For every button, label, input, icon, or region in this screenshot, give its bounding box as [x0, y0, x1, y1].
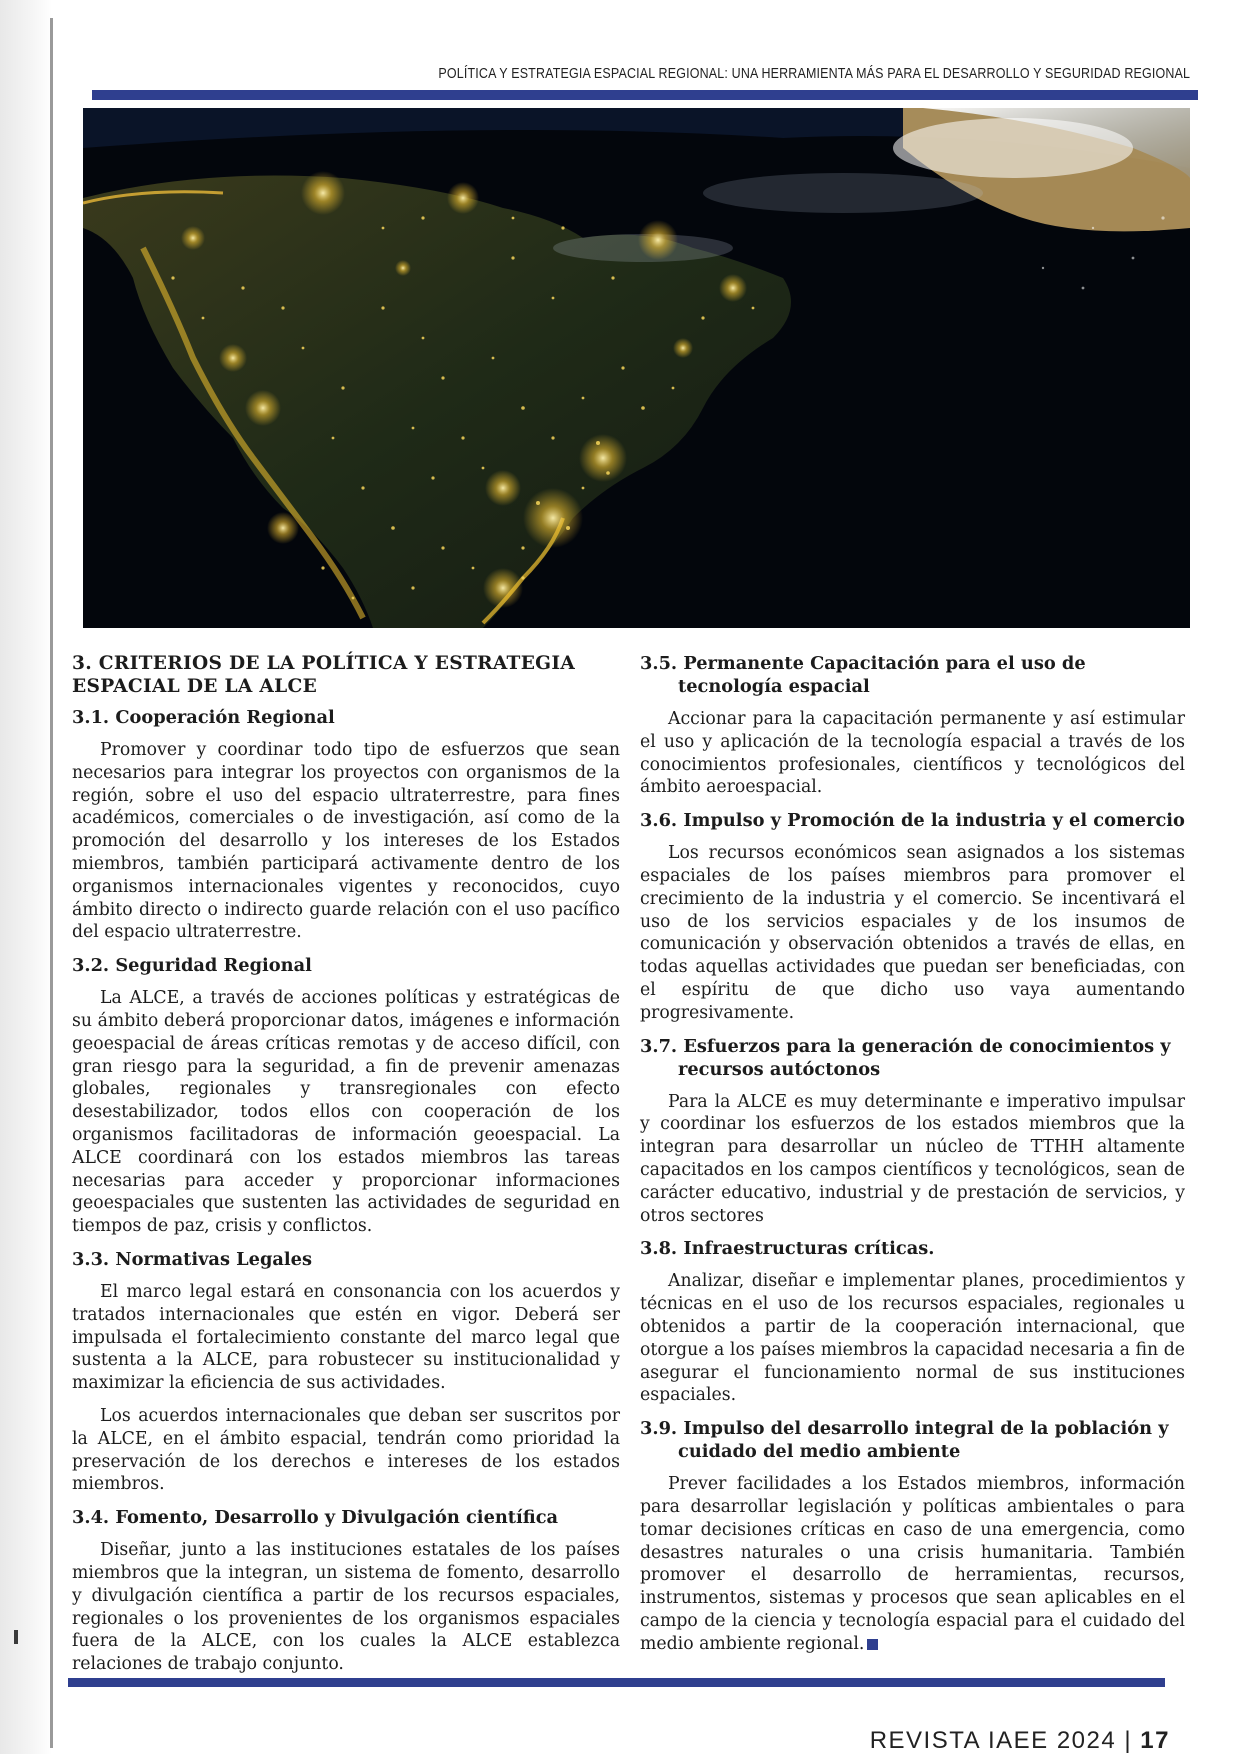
page-binding-shadow	[0, 0, 52, 1754]
heading-3-1: 3.1. Cooperación Regional	[72, 707, 335, 728]
header-rule	[92, 90, 1198, 100]
page-footer	[870, 1727, 1170, 1755]
paragraph-3-3a: El marco legal estará en consonancia con los acuerdos y tratados internacionales que estén en vigor. Deberá ser impulsada el fortalecimiento constante del marco legal que sustenta a la ALCE, para robustecer su institucionalidad y maximizar la eficiencia de sus actividades.	[72, 1281, 620, 1394]
paragraph-3-1: Promover y coordinar todo tipo de esfuerzos que sean necesarios para integrar los proyectos con organismos de la región, sobre el uso del espacio ultraterrestre, para fines académicos, comerciales o de investigación, así como de la promoción del desarrollo y los intereses de los Estados miembros, también participará activamente dentro de los organismos internacionales vigentes y reconocidos, cuyo ámbito directo o indirecto guarde relación con el uso pacífico del espacio ultraterrestre.	[72, 740, 620, 943]
heading-3-8: 3.8. Infraestructuras críticas.	[640, 1238, 935, 1260]
magazine-name: REVISTA IAEE 2024	[869, 1727, 1117, 1754]
paragraph-3-3b: Los acuerdos internacionales que deban ser suscritos por la ALCE, en el ámbito espacial, tendrán como prioridad la preservación de los derechos e intereses de los estados miembros.	[72, 1405, 620, 1495]
hero-image	[83, 108, 1190, 628]
right-column	[640, 652, 1185, 1666]
heading-3-9: 3.9. Impulso del desarrollo integral de la población y cuidado del medio ambiente	[640, 1418, 1169, 1463]
running-head: POLÍTICA Y ESTRATEGIA ESPACIAL REGIONAL: UNA HERRAMIENTA MÁS PARA EL DESARROLLO Y SEGURIDAD REGIONAL	[438, 66, 1190, 82]
end-of-article-icon	[867, 1639, 878, 1650]
paragraph-3-4: Diseñar, junto a las instituciones estatales de los países miembros que la integran, un sistema de fomento, desarrollo y divulgación científica a partir de los recursos espaciales, regionales o los provenientes de los organismos espaciales fuera de la ALCE, con los cuales la ALCE establezca relaciones de trabajo conjunto.	[72, 1540, 620, 1675]
paragraph-3-9	[640, 1473, 1185, 1655]
page-number: 17	[1140, 1727, 1170, 1754]
footer-separator: |	[1124, 1727, 1133, 1754]
heading-3-4: 3.4. Fomento, Desarrollo y Divulgación científica	[72, 1507, 559, 1529]
heading-3-5: 3.5. Permanente Capacitación para el uso de tecnología espacial	[640, 653, 1086, 697]
paragraph-3-6: Los recursos económicos sean asignados a los sistemas espaciales de los países miembros para promover el crecimiento de la industria y el comercio. Se incentivará el uso de los servicios espaciales y de los insumos de comunicación y observación obtenidos a través de ellas, en todas aquellas actividades que puedan ser beneficiadas, con el espíritu de que dicho uso vaya aumentando progresivamente.	[640, 843, 1185, 1023]
paragraph-3-2: La ALCE, a través de acciones políticas y estratégicas de su ámbito deberá proporcionar datos, imágenes e información geoespacial de áreas críticas remotas y de acceso difícil, con gran riesgo para la seguridad, a fin de prevenir amenazas globales, regionales y transregionales con efecto desestabilizador, todos ellos con cooperación de los organismos facilitadoras de información geoespacial. La ALCE coordinará con los estados miembros las tareas necesarias para acceder y proporcionar informaciones geoespaciales que sustenten las actividades de seguridad en tiempos de paz, crisis y conflictos.	[72, 988, 620, 1237]
heading-3-3: 3.3. Normativas Legales	[72, 1248, 313, 1270]
margin-mark	[14, 1630, 18, 1644]
paragraph-3-7: Para la ALCE es muy determinante e imperativo impulsar y coordinar los esfuerzos de los estados miembros que la integran para desarrollar un núcleo de TTHH altamente capacitados en los campos científicos y tecnológicos, sean de carácter educativo, industrial y de prestación de servicios, y otros sectores	[640, 1091, 1185, 1226]
heading-3-7: 3.7. Esfuerzos para la generación de conocimientos y recursos autóctonos	[640, 1035, 1171, 1080]
footer-rule	[68, 1678, 1165, 1687]
paragraph-3-8: Analizar, diseñar e implementar planes, procedimientos y técnicas en el uso de los recursos espaciales, regionales u obtenidos a partir de la cooperación internacional, que otorgue a los países miembros la capacidad necesaria a fin de asegurar el funcionamiento normal de sus instituciones espaciales.	[640, 1271, 1185, 1406]
paragraph-3-9-text: Prever facilidades a los Estados miembros, información para desarrollar legislación y políticas ambientales o para tomar decisiones críticas en caso de una emergencia, como desastres naturales o una crisis humanitaria. También promover el desarrollo de herramientas, recursos, instrumentos, sistemas y procesos que sean aplicables en el campo de la ciencia y tecnología espacial para el cuidado del medio ambiente regional.	[640, 1474, 1185, 1654]
section-title: 3. CRITERIOS DE LA POLÍTICA Y ESTRATEGIA ESPACIAL DE LA ALCE	[72, 653, 576, 697]
heading-3-6: 3.6. Impulso y Promoción de la industria y el comercio	[640, 810, 1185, 832]
binding-edge	[50, 18, 53, 1748]
left-column	[72, 652, 620, 1686]
paragraph-3-5: Accionar para la capacitación permanente y así estimular el uso y aplicación de la tecnología espacial a través de los conocimientos profesionales, científicos y tecnológicos del ámbito aeroespacial.	[640, 709, 1185, 798]
satellite-night-view-south-america-icon	[83, 108, 1190, 628]
heading-3-2: 3.2. Seguridad Regional	[72, 955, 312, 977]
